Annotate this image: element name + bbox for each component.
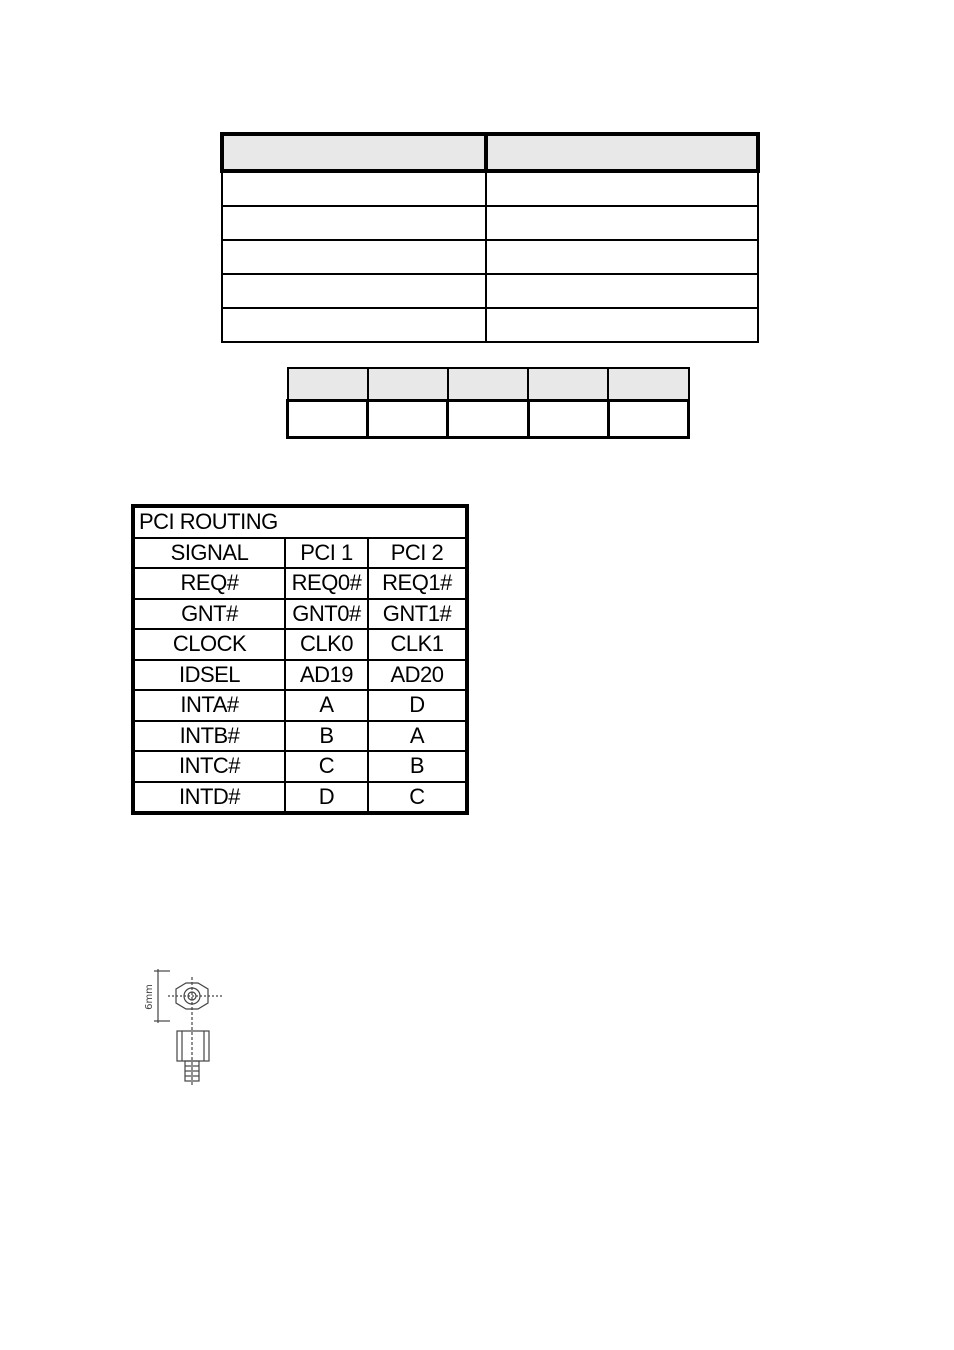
table-cell — [486, 206, 758, 240]
signal-cell: REQ# — [135, 568, 285, 599]
table-cell — [486, 308, 758, 342]
table-cell — [486, 171, 758, 206]
table-cell — [222, 240, 486, 274]
pci1-cell: C — [285, 751, 368, 782]
table-row — [222, 206, 758, 240]
table-cell — [222, 274, 486, 308]
table-row — [135, 721, 465, 752]
pci2-cell: D — [368, 690, 465, 721]
table-header-cell — [448, 368, 528, 401]
table-row — [222, 274, 758, 308]
table-header-cell — [288, 368, 368, 401]
pci1-cell: GNT0# — [285, 599, 368, 630]
table-row — [135, 660, 465, 691]
table-cell — [486, 274, 758, 308]
pci1-cell: CLK0 — [285, 629, 368, 660]
table-header-row — [222, 134, 758, 171]
table-cell — [288, 401, 368, 438]
pci2-cell: C — [368, 782, 465, 812]
table-cell — [486, 240, 758, 274]
signal-cell: INTD# — [135, 782, 285, 812]
table-row — [222, 171, 758, 206]
table-header-cell — [368, 368, 448, 401]
table-row — [135, 629, 465, 660]
pci2-cell: GNT1# — [368, 599, 465, 630]
pci1-cell: A — [285, 690, 368, 721]
empty-five-column-table — [286, 367, 690, 439]
header-pci2: PCI 2 — [368, 538, 465, 569]
table-header-cell — [608, 368, 688, 401]
pci1-cell: D — [285, 782, 368, 812]
pci2-cell: B — [368, 751, 465, 782]
standoff-screw-icon — [140, 965, 230, 1090]
table-cell — [448, 401, 528, 438]
table-row — [135, 568, 465, 599]
pci1-cell: B — [285, 721, 368, 752]
table-cell — [528, 401, 608, 438]
header-pci1: PCI 1 — [285, 538, 368, 569]
signal-cell: CLOCK — [135, 629, 285, 660]
pci2-cell: A — [368, 721, 465, 752]
table-row — [135, 690, 465, 721]
table-cell — [222, 308, 486, 342]
table-header-cell — [222, 134, 486, 171]
table-header-cell — [486, 134, 758, 171]
pci-routing-title-row — [135, 508, 465, 538]
table-row — [135, 599, 465, 630]
standoff-dimension-label: 6mm — [144, 984, 155, 1010]
pci1-cell: REQ0# — [285, 568, 368, 599]
pci2-cell: REQ1# — [368, 568, 465, 599]
pci2-cell: AD20 — [368, 660, 465, 691]
table-cell — [368, 401, 448, 438]
table-header-row — [288, 368, 689, 401]
table-cell — [222, 206, 486, 240]
table-row — [288, 401, 689, 438]
signal-cell: GNT# — [135, 599, 285, 630]
table-header-cell — [528, 368, 608, 401]
table-cell — [222, 171, 486, 206]
signal-cell: IDSEL — [135, 660, 285, 691]
signal-cell: INTC# — [135, 751, 285, 782]
pci2-cell: CLK1 — [368, 629, 465, 660]
table-row — [222, 308, 758, 342]
signal-cell: INTA# — [135, 690, 285, 721]
table-cell — [608, 401, 688, 438]
signal-cell: INTB# — [135, 721, 285, 752]
table-row — [135, 782, 465, 812]
header-signal: SIGNAL — [135, 538, 285, 569]
pci-routing-title: PCI ROUTING — [135, 508, 465, 538]
pci-routing-table — [131, 504, 469, 815]
pci1-cell: AD19 — [285, 660, 368, 691]
table-row — [135, 751, 465, 782]
pci-routing-header-row — [135, 538, 465, 569]
table-row — [222, 240, 758, 274]
empty-two-column-table — [220, 132, 760, 343]
